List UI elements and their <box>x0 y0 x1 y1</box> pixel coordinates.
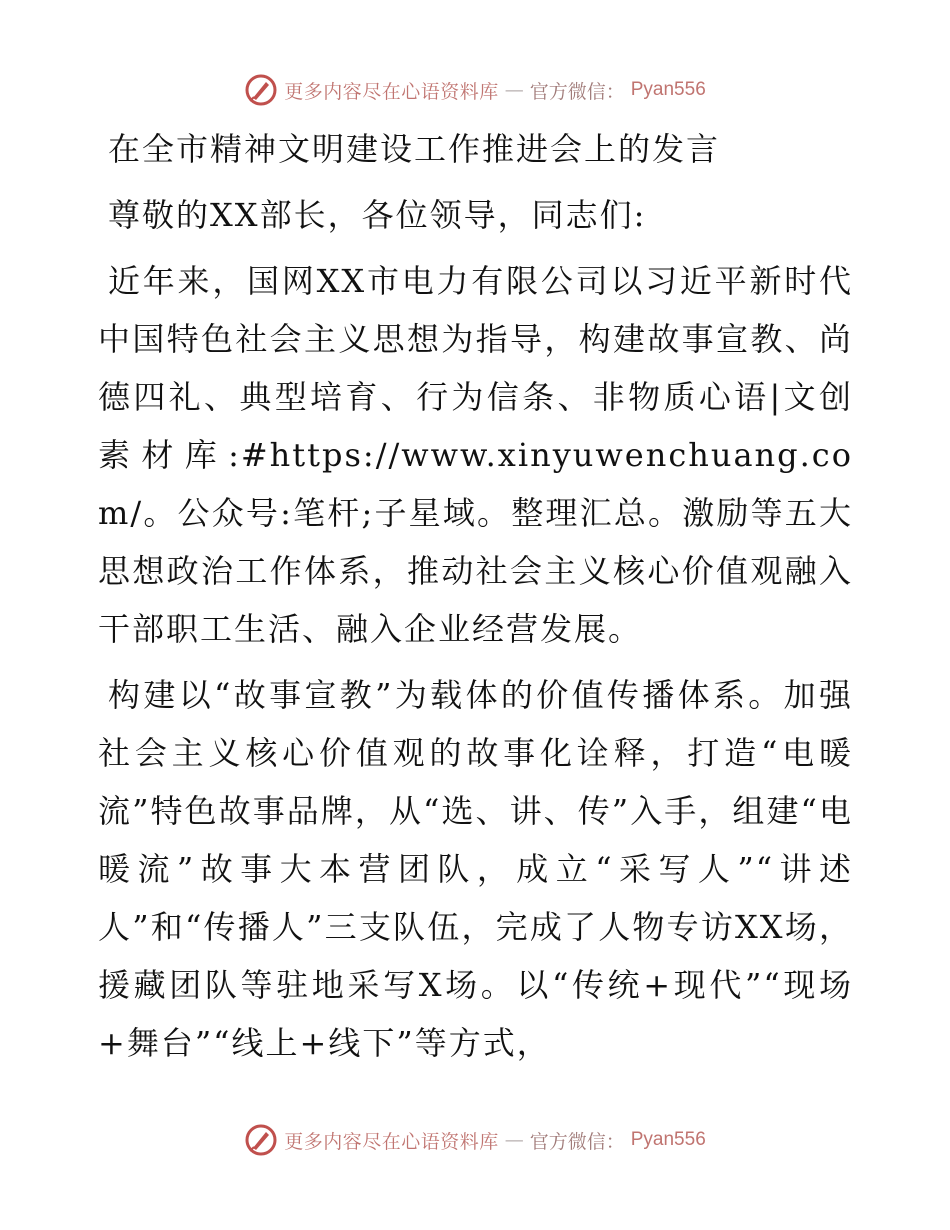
banner-dash: — <box>504 79 524 101</box>
header-watermark <box>0 70 950 110</box>
paragraph: 构建以“故事宣教”为载体的价值传播体系。加强社会主义核心价值观的故事化诠释，打造“电暖流”特色故事品牌，从“选、讲、传”入手，组建“电暖流”故事大本营团队，成立“采写人”“讲述人”和“传播人”三支队伍，完成了人物专访XX场，援藏团队等驻地采写X场。以“传统+现代”“现场+舞台”“线上+线下”等方式， <box>98 676 853 1062</box>
banner-wechat-label: 官方微信： <box>529 80 625 103</box>
paragraph: 近年来，国网XX市电力有限公司以习近平新时代中国特色社会主义思想为指导，构建故事宣教、尚德四礼、典型培育、行为信条、非物质心语|文创素材库:#https://www.xinyuwenchuang.com/。公众号:笔杆;子星域。整理汇总。激励等五大思想政治工作体系，推动社会主义核心价值观融入干部职工生活、融入企业经营发展。 <box>98 262 853 648</box>
document-title: 在全市精神文明建设工作推进会上的发言 <box>108 130 721 168</box>
salutation: 尊敬的XX部长，各位领导，同志们: <box>108 196 647 234</box>
banner-wechat-id: Pyan556 <box>630 1129 706 1150</box>
banner-site-text: 更多内容尽在心语资料库 <box>284 1130 499 1153</box>
footer-watermark <box>0 1120 950 1160</box>
banner-wechat-id: Pyan556 <box>630 79 706 100</box>
banner-wechat-label: 官方微信： <box>529 1130 625 1153</box>
quill-logo-icon <box>244 1123 278 1157</box>
banner-site-text: 更多内容尽在心语资料库 <box>284 80 499 103</box>
quill-logo-icon <box>244 73 278 107</box>
document-body <box>98 120 853 1080</box>
banner-dash: — <box>504 1129 524 1151</box>
